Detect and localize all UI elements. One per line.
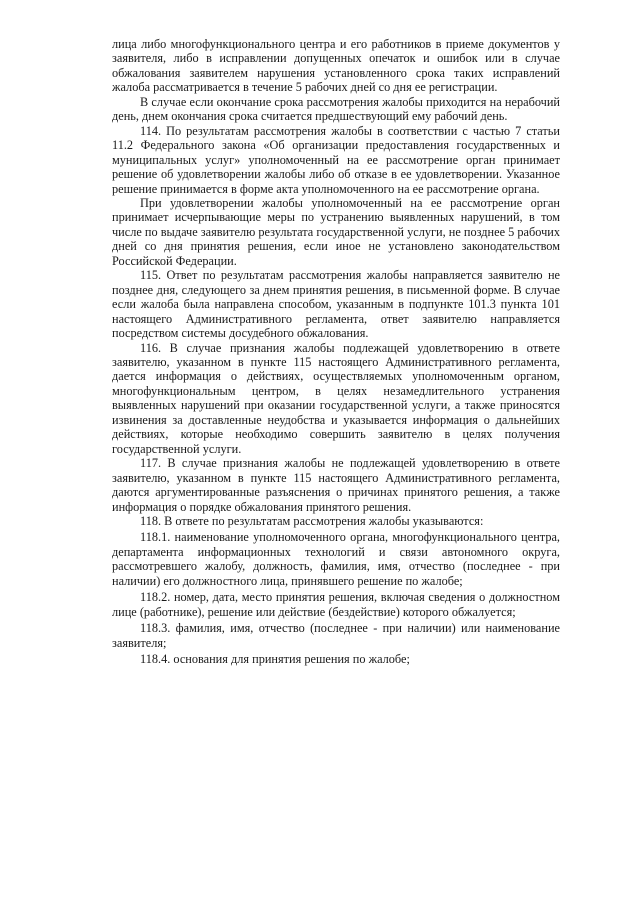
paragraph-114-satisfaction: При удовлетворении жалобы уполномоченный на ее рассмотрение орган принимает исчерпывающие меры по устранению выявленных нарушений, в том числе по выдаче заявителю результата государственной услуги, не позднее 5 рабочих дней со дня принятия решения, если иное не установлено законодательством Российской Федерации.: [112, 195, 560, 268]
paragraph-118-1: 118.1. наименование уполномоченного органа, многофункционального центра, департамента информационных технологий и связи автономного округа, рассмотревшего жалобу, должность, фамилия, имя, отчество (последнее - при наличии) его должностного лица, принявшего решение по жалобе;: [112, 530, 560, 588]
paragraph-118-2: 118.2. номер, дата, место принятия решения, включая сведения о должностном лице (работнике), решение или действие (бездействие) которого обжалуется;: [112, 590, 560, 619]
paragraph-114: 114. По результатам рассмотрения жалобы в соответствии с частью 7 статьи 11.2 Федерального закона «Об организации предоставления государственных и муниципальных услуг» уполномоченный на ее рассмотрение орган принимает решение об удовлетворении жалобы либо об отказе в ее удовлетворении. Указанное решение принимается в форме акта уполномоченного на ее рассмотрение органа.: [112, 123, 560, 196]
paragraph-117: 117. В случае признания жалобы не подлежащей удовлетворению в ответе заявителю, указанном в пункте 115 настоящего Административного регламента, даются аргументированные разъяснения о причинах принятого решения, а также информация о порядке обжалования принятого решения.: [112, 456, 560, 514]
document-body: [112, 37, 560, 666]
paragraph-113-nonworking-day: В случае если окончание срока рассмотрения жалобы приходится на нерабочий день, днем окончания срока считается предшествующий ему рабочий день.: [112, 94, 560, 124]
paragraph-115: 115. Ответ по результатам рассмотрения жалобы направляется заявителю не позднее дня, следующего за днем принятия решения, в письменной форме. В случае если жалоба была направлена способом, указанным в подпункте 101.3 пункта 101 настоящего Административного регламента, ответ заявителю направляется посредством системы досудебного обжалования.: [112, 268, 560, 341]
paragraph-116: 116. В случае признания жалобы подлежащей удовлетворению в ответе заявителю, указанном в пункте 115 настоящего Административного регламента, дается информация о действиях, осуществляемых уполномоченным органом, многофункциональным центром, в целях незамедлительного устранения выявленных нарушений при оказании государственной услуги, а также приносятся извинения за доставленные неудобства и указывается информация о дальнейших действиях, которые необходимо совершить заявителю в целях получения государственной услуги.: [112, 340, 560, 456]
paragraph-118-3: 118.3. фамилия, имя, отчество (последнее - при наличии) или наименование заявителя;: [112, 621, 560, 650]
paragraph-113-continuation: лица либо многофункционального центра и его работников в приеме документов у заявителя, либо в исправлении допущенных опечаток и ошибок или в случае обжалования заявителем нарушения установленного срока таких исправлений жалоба рассматривается в течение 5 рабочих дней со дня ее регистрации.: [112, 37, 560, 95]
paragraph-118-4: 118.4. основания для принятия решения по жалобе;: [140, 652, 410, 667]
paragraph-118: 118. В ответе по результатам рассмотрения жалобы указываются:: [140, 513, 484, 528]
